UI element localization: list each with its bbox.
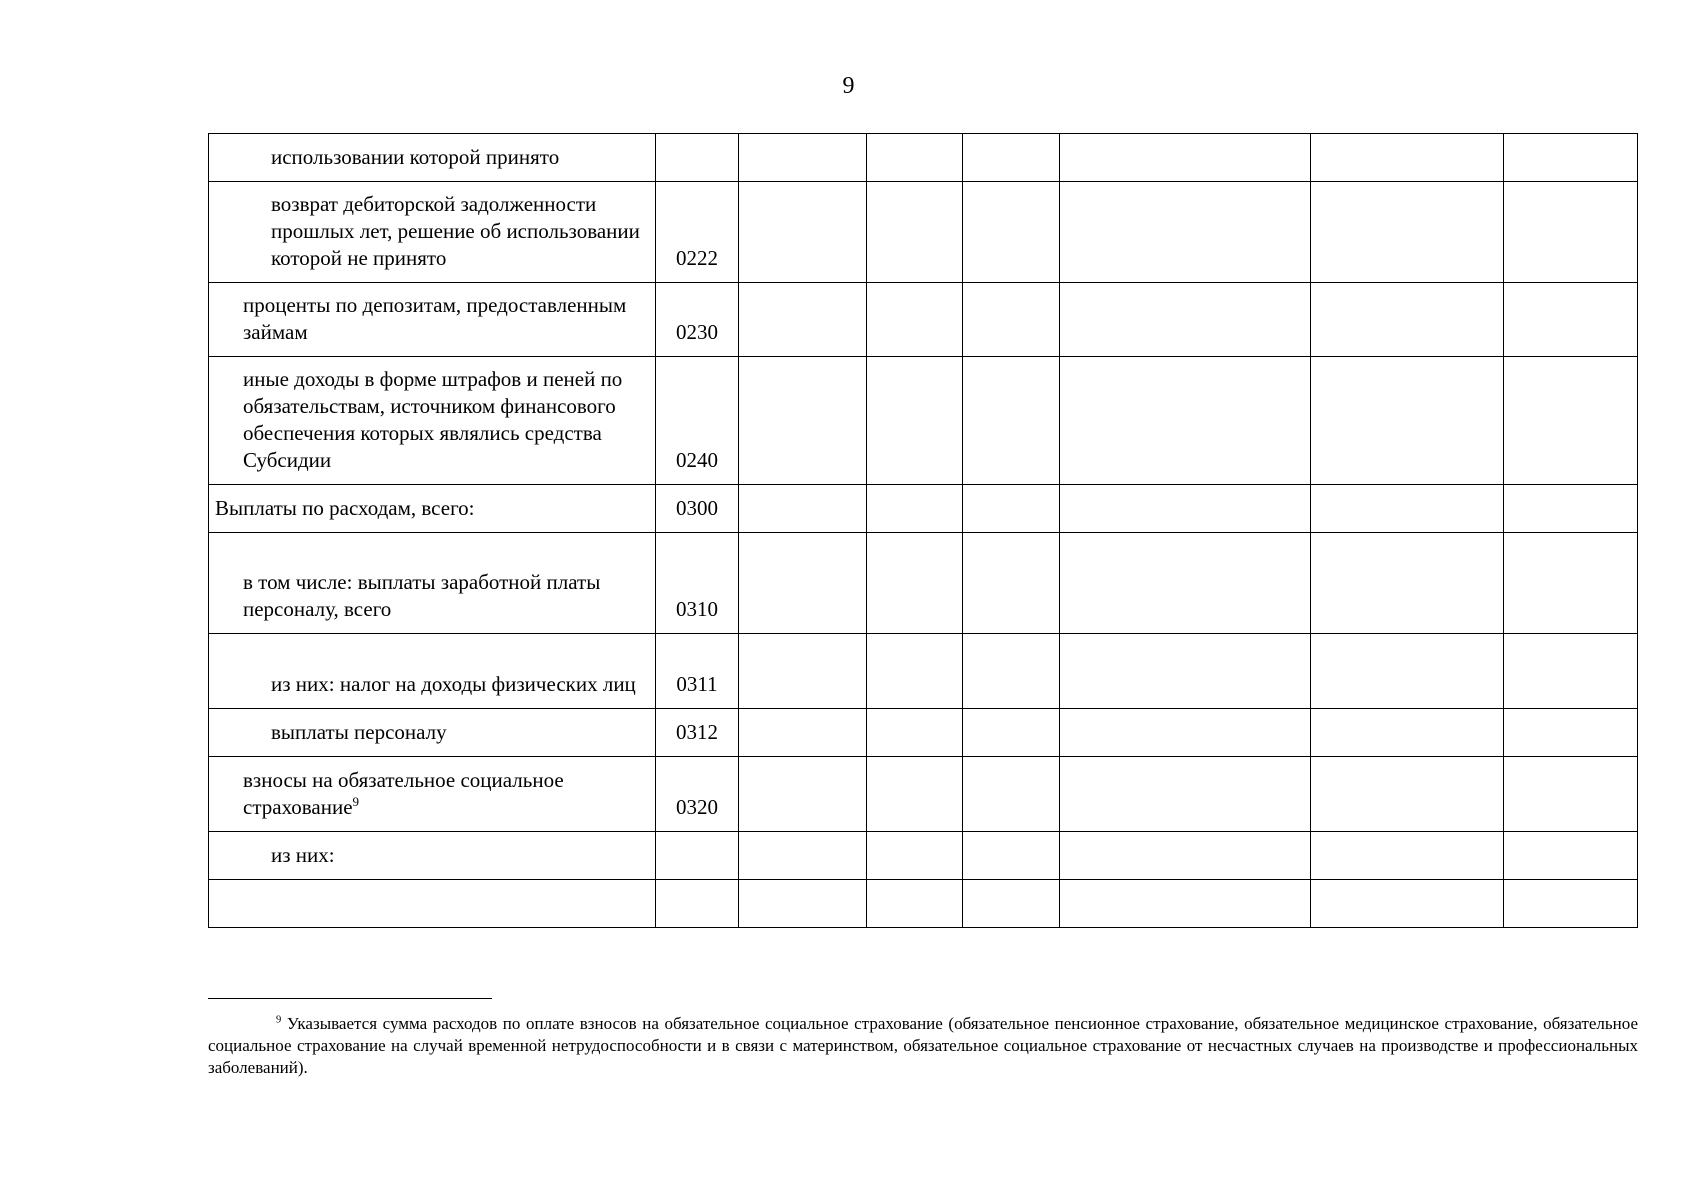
value-cell [739, 485, 867, 533]
row-code-cell [656, 485, 739, 533]
row-name: взносы на обязательное социальное страхование [243, 768, 564, 819]
value-cell [1504, 283, 1638, 357]
row-name-cell [209, 485, 656, 533]
table-row [209, 533, 1638, 634]
value-cell [867, 134, 963, 182]
value-cell [1311, 757, 1504, 832]
value-cell [1311, 182, 1504, 283]
table-row [209, 182, 1638, 283]
value-cell [1060, 134, 1311, 182]
table-row [209, 283, 1638, 357]
value-cell [1060, 880, 1311, 928]
value-cell [1060, 357, 1311, 485]
row-name: выплаты персоналу [271, 720, 447, 744]
row-name-cell [209, 533, 656, 634]
value-cell [1311, 283, 1504, 357]
value-cell [739, 832, 867, 880]
value-cell [1060, 182, 1311, 283]
row-name-cell [209, 832, 656, 880]
value-cell [963, 634, 1060, 709]
value-cell [867, 634, 963, 709]
value-cell [1060, 634, 1311, 709]
value-cell [963, 357, 1060, 485]
value-cell [1060, 832, 1311, 880]
value-cell [867, 832, 963, 880]
value-cell [1060, 757, 1311, 832]
row-code-cell [656, 357, 739, 485]
row-code-cell [656, 634, 739, 709]
value-cell [1504, 357, 1638, 485]
row-code: 0240 [676, 448, 718, 472]
value-cell [1311, 709, 1504, 757]
value-cell [867, 533, 963, 634]
value-cell [1311, 832, 1504, 880]
row-code: 0320 [676, 795, 718, 819]
footnote-reference: 9 [352, 793, 360, 809]
value-cell [963, 880, 1060, 928]
value-cell [963, 485, 1060, 533]
value-cell [1311, 357, 1504, 485]
value-cell [739, 880, 867, 928]
value-cell [963, 182, 1060, 283]
table-row [209, 709, 1638, 757]
value-cell [1504, 533, 1638, 634]
row-name-cell [209, 283, 656, 357]
value-cell [1504, 880, 1638, 928]
row-name: Выплаты по расходам, всего: [215, 496, 475, 520]
value-cell [1504, 832, 1638, 880]
row-name: в том числе: выплаты заработной платы персоналу, всего [243, 570, 601, 621]
row-code: 0310 [676, 597, 718, 621]
value-cell [1060, 485, 1311, 533]
row-name-cell [209, 757, 656, 832]
row-code-cell [656, 880, 739, 928]
value-cell [1311, 485, 1504, 533]
value-cell [739, 357, 867, 485]
value-cell [1311, 634, 1504, 709]
value-cell [963, 709, 1060, 757]
row-name: возврат дебиторской задолженности прошлых лет, решение об использовании которой не принято [271, 192, 640, 270]
value-cell [739, 182, 867, 283]
row-name-cell [209, 357, 656, 485]
value-cell [1060, 533, 1311, 634]
value-cell [1311, 880, 1504, 928]
row-code: 0312 [676, 720, 718, 744]
row-name: из них: налог на доходы физических лиц [271, 672, 636, 696]
row-code-cell [656, 182, 739, 283]
value-cell [1504, 182, 1638, 283]
row-code-cell [656, 283, 739, 357]
table-row [209, 757, 1638, 832]
value-cell [1311, 533, 1504, 634]
value-cell [1504, 634, 1638, 709]
value-cell [739, 283, 867, 357]
page-number: 9 [842, 73, 855, 99]
row-code-cell [656, 757, 739, 832]
row-name-cell [209, 709, 656, 757]
row-name: использовании которой принято [271, 145, 560, 169]
row-code-cell [656, 134, 739, 182]
value-cell [1504, 757, 1638, 832]
row-name: проценты по депозитам, предоставленным займам [243, 293, 627, 344]
value-cell [867, 485, 963, 533]
row-name: из них: [271, 843, 335, 867]
value-cell [867, 880, 963, 928]
table-row [209, 634, 1638, 709]
report-table-body [209, 134, 1638, 928]
row-code-cell [656, 832, 739, 880]
value-cell [1060, 709, 1311, 757]
value-cell [739, 757, 867, 832]
row-code: 0230 [676, 320, 718, 344]
value-cell [1504, 134, 1638, 182]
value-cell [963, 533, 1060, 634]
value-cell [867, 357, 963, 485]
row-code-cell [656, 533, 739, 634]
table-row [209, 357, 1638, 485]
footnote [208, 1013, 1638, 1079]
footnote-text: Указывается сумма расходов по оплате взносов на обязательное социальное страхование (обязательное пенсионное страхование, обязательное медицинское страхование, обязательное социальное страхование на случай временной нетрудоспособности и в связи с материнством, обязательное социальное страхование от несчастных случаев на производстве и профессиональных заболеваний). [208, 1014, 1639, 1077]
value-cell [739, 134, 867, 182]
value-cell [739, 709, 867, 757]
row-code: 0222 [676, 246, 718, 270]
value-cell [739, 634, 867, 709]
row-code: 0300 [676, 496, 718, 520]
value-cell [867, 709, 963, 757]
value-cell [867, 757, 963, 832]
row-code: 0311 [676, 672, 718, 696]
footnote-marker: 9 [276, 1014, 282, 1026]
value-cell [867, 182, 963, 283]
row-name-cell [209, 134, 656, 182]
value-cell [963, 283, 1060, 357]
table-row [209, 880, 1638, 928]
value-cell [739, 533, 867, 634]
row-name: иные доходы в форме штрафов и пеней по обязательствам, источником финансового обеспечения которых являлись средства Субсидии [243, 367, 623, 472]
row-code-cell [656, 709, 739, 757]
row-name-cell [209, 880, 656, 928]
table-row [209, 485, 1638, 533]
value-cell [963, 832, 1060, 880]
value-cell [867, 283, 963, 357]
value-cell [963, 134, 1060, 182]
value-cell [1504, 485, 1638, 533]
table-row [209, 832, 1638, 880]
row-name-cell [209, 634, 656, 709]
value-cell [1311, 134, 1504, 182]
value-cell [1060, 283, 1311, 357]
row-name-cell [209, 182, 656, 283]
value-cell [1504, 709, 1638, 757]
table-row [209, 134, 1638, 182]
value-cell [963, 757, 1060, 832]
report-table [208, 133, 1638, 928]
footnote-separator [208, 998, 492, 999]
